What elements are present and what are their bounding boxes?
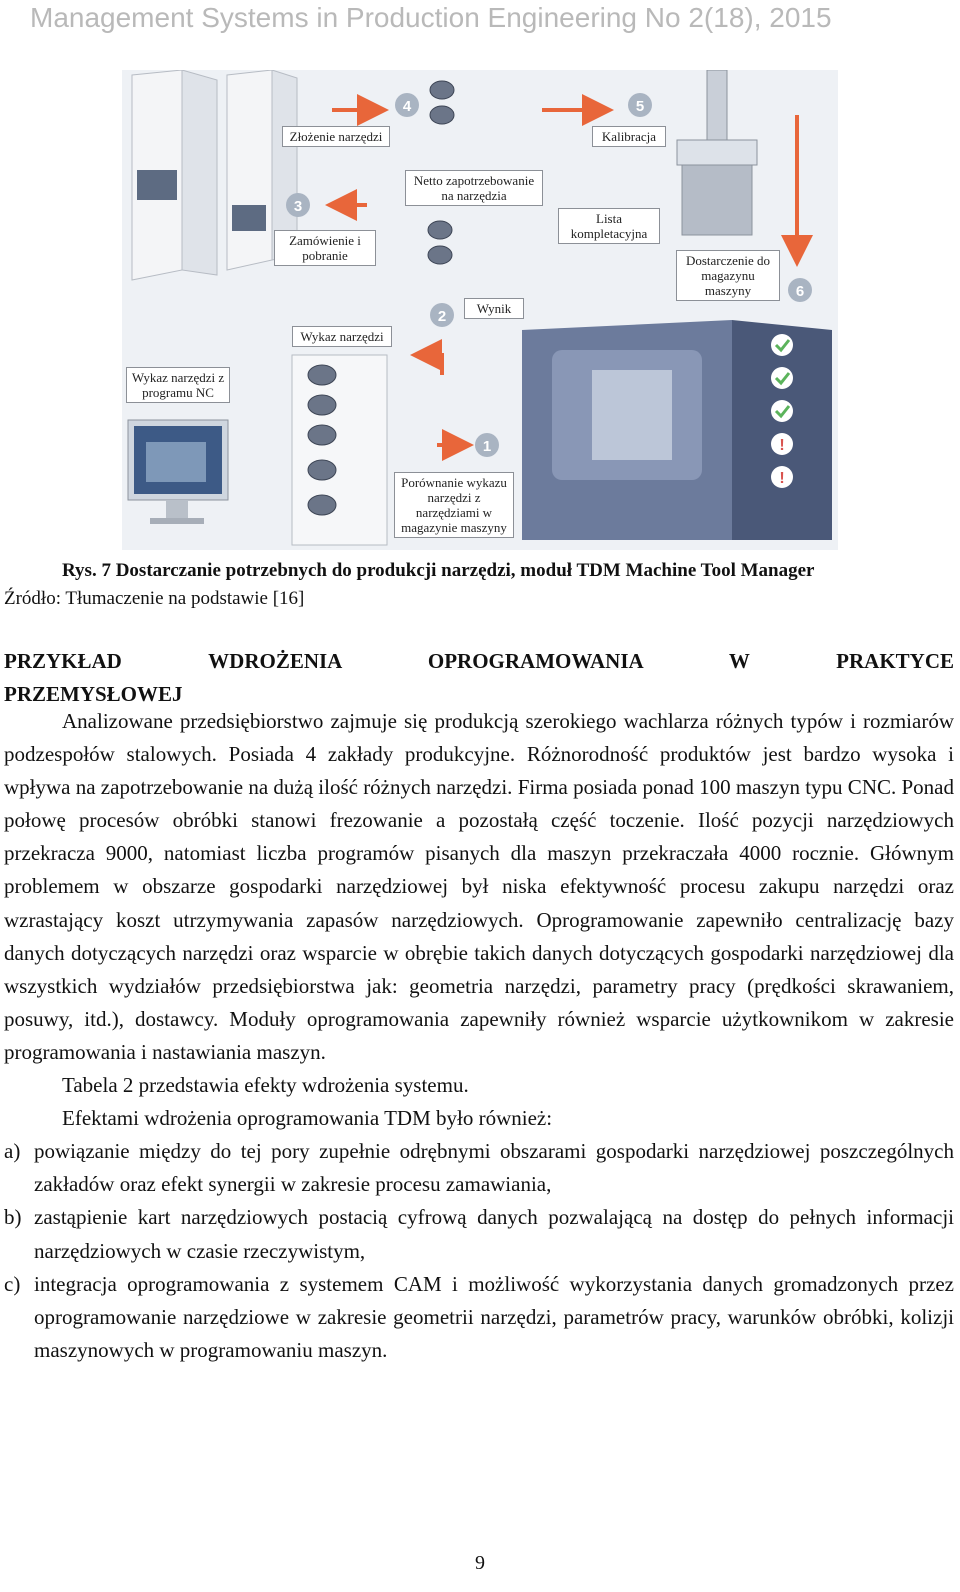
label-netto: Netto zapotrzebowanie na narzędzia [405, 170, 543, 206]
tdm-machine-tool-manager-figure [122, 70, 838, 550]
list-text: zastąpienie kart narzędziowych postacią cyfrową danych pozwalającą na dostęp do pełnych informacji narzędziowych w czasie rzeczywistym, [34, 1205, 954, 1263]
tool-cabinet-illustration [132, 70, 297, 280]
page-number: 9 [475, 1552, 485, 1574]
label-wykaz: Wykaz narzędzi [292, 326, 392, 347]
label-kalibracja: Kalibracja [592, 126, 666, 147]
list-text: integracja oprogramowania z systemem CAM i możliwość wykorzystania danych gromadzonych przez oprogramowanie narzędziowe w zakresie geometrii narzędzi, parametrów pracy, warunków obróbki, kolizji maszynowych w programowaniu maszyn. [34, 1271, 954, 1362]
list-item [4, 1135, 954, 1201]
svg-text:!: ! [779, 470, 785, 487]
label-wynik: Wynik [464, 298, 524, 319]
step-4: 4 [402, 98, 412, 115]
step-3: 3 [293, 198, 303, 215]
section-heading-line2: PRZEMYSŁOWEJ [4, 682, 183, 706]
label-porownanie: Porównanie wykazu narzędzi z narzędziami w magazynie maszyny [394, 472, 514, 538]
paragraph-3: Efektami wdrożenia oprogramowania TDM było również: [62, 1106, 553, 1131]
label-dostarczenie: Dostarczenie do magazynu maszyny [676, 250, 780, 301]
figure-caption: Rys. 7 Dostarczanie potrzebnych do produkcji narzędzi, moduł TDM Machine Tool Manager [62, 560, 815, 581]
figure-source: Źródło: Tłumaczenie na podstawie [16] [4, 588, 305, 609]
list-text: powiązanie między do tej pory zupełnie odrębnymi obszarami gospodarki narzędziowej poszczególnych zakładów oraz efekt synergii w zakresie procesu zamawiania, [34, 1139, 954, 1197]
section-heading-line1: PRZYKŁAD WDROŻENIA OPROGRAMOWANIA W PRAKTYCE [4, 649, 954, 673]
step-1: 1 [482, 438, 492, 455]
step-2: 2 [437, 308, 447, 325]
list-item [4, 1268, 954, 1367]
body-text [4, 705, 954, 1367]
list-marker: b) [4, 1205, 22, 1230]
section-heading [4, 645, 954, 711]
list-item [4, 1201, 954, 1267]
list-marker: c) [4, 1271, 21, 1296]
label-zlozenie: Złożenie narzędzi [282, 126, 390, 147]
label-zamowienie: Zamówienie i pobranie [274, 230, 376, 266]
step-6: 6 [795, 283, 805, 300]
label-wykaz-nc: Wykaz narzędzi z programu NC [126, 367, 230, 403]
svg-text:!: ! [779, 437, 785, 454]
label-lista: Lista kompletacyjna [558, 208, 660, 244]
list-marker: a) [4, 1139, 21, 1164]
step-5: 5 [635, 98, 645, 115]
paragraph-1: Analizowane przedsiębiorstwo zajmuje się produkcją szerokiego wachlarza różnych typów i rozmiarów podzespołów stalowych. Posiada 4 zakłady produkcyjne. Różnorodność produktów jest bardzo wysoka i wpływa na zapotrzebowanie na dużą ilość różnych narzędzi. Firma posiada ponad 100 maszyn typu CNC. Ponad połowę procesów obróbki stanowi frezowanie a pozostałą część toczenie. Ilość pozycji narzędziowych przekracza 9000, natomiast liczba programów pisanych dla maszyn przekraczała 4000 rocznie. Głównym problemem w obszarze gospodarki narzędziowej był niska efektywność procesu zakupu narzędzi oraz wzrastający koszt utrzymywania zapasów narzędziowych. Oprogramowanie zapewniło centralizację bazy danych dotyczących narzędzi oraz wsparcie w obrębie takich danych dotyczących gospodarki narzędziowej dla wszystkich wydziałów przedsiębiorstwa jak: geometria narzędzi, parametry pracy (prędkości skrawaniem, posuwy, itd.), dostawcy. Moduły oprogramowania zapewniły również wsparcie użytkownikom w zakresie programowania i nastawiania maszyn. [4, 709, 954, 1064]
journal-header: Management Systems in Production Engineering No 2(18), 2015 [30, 2, 832, 33]
paragraph-2: Tabela 2 przedstawia efekty wdrożenia systemu. [62, 1073, 469, 1098]
cnc-machine-illustration [522, 320, 832, 540]
